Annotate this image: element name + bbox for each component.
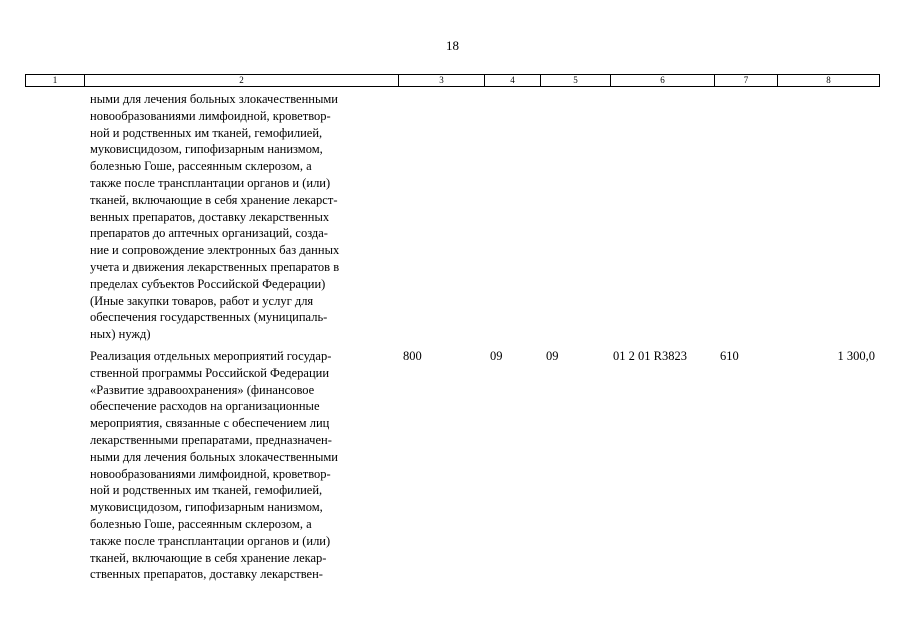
description-line: новообразованиями лимфоидной, кроветвор- [90,108,331,123]
description-line: тканей, включающие в себя хранение лекарст- [90,192,338,207]
row-description [90,348,400,583]
description-line: венных препаратов, доставку лекарственных [90,209,330,224]
description-line: ственной программы Российской Федерации [90,365,330,380]
description-line: ными для лечения больных злокачественными [90,449,338,464]
description-line: «Развитие здравоохранения» (финансовое [90,382,315,397]
cell-col-7: 610 [720,349,739,363]
description-line: препаратов до аптечных организаций, созда- [90,226,328,241]
description-line: лекарственными препаратами, предназначен- [90,432,332,447]
page-number: 18 [446,38,459,53]
table-header-row [25,74,880,87]
description-line: обеспечения государственных (муниципаль- [90,310,328,325]
cell-col-8: 1 300,0 [837,349,875,363]
cell-col-4: 09 [490,349,503,363]
header-col-5: 5 [541,75,611,86]
description-line: пределах субъектов Российской Федерации) [90,276,326,291]
header-col-8: 8 [778,75,880,86]
description-line: ных) нужд) [90,327,151,342]
description-line: мероприятия, связанные с обеспечением лиц [90,416,330,431]
cell-col-3: 800 [403,349,422,363]
description-line: болезнью Гоше, рассеянным склерозом, а [90,159,312,174]
header-col-7: 7 [715,75,778,86]
header-col-1: 1 [26,75,85,86]
header-col-3: 3 [399,75,485,86]
cell-col-5: 09 [546,349,559,363]
description-line: муковисцидозом, гипофизарным нанизмом, [90,500,323,515]
description-line: новообразованиями лимфоидной, кроветвор- [90,466,331,481]
description-line: также после трансплантации органов и (или) [90,533,331,548]
header-col-2: 2 [85,75,399,86]
description-line: болезнью Гоше, рассеянным склерозом, а [90,516,312,531]
description-line: учета и движения лекарственных препаратов в [90,259,340,274]
description-line: (Иные закупки товаров, работ и услуг для [90,293,314,308]
description-line: Реализация отдельных мероприятий государ- [90,349,332,363]
continued-row-description [90,91,400,343]
description-line: обеспечение расходов на организационные [90,399,320,414]
header-col-4: 4 [485,75,541,86]
description-line: ной и родственных им тканей, гемофилией, [90,125,323,140]
description-line: ной и родственных им тканей, гемофилией, [90,483,323,498]
description-line: тканей, включающие в себя хранение лекар- [90,550,327,565]
description-line: ными для лечения больных злокачественными [90,92,338,106]
description-line: ние и сопровождение электронных баз данных [90,243,340,258]
header-col-6: 6 [611,75,715,86]
cell-col-6: 01 2 01 R3823 [613,349,687,363]
description-line: ственных препаратов, доставку лекарствен- [90,567,323,582]
description-line: муковисцидозом, гипофизарным нанизмом, [90,142,323,157]
description-line: также после трансплантации органов и (или) [90,175,331,190]
